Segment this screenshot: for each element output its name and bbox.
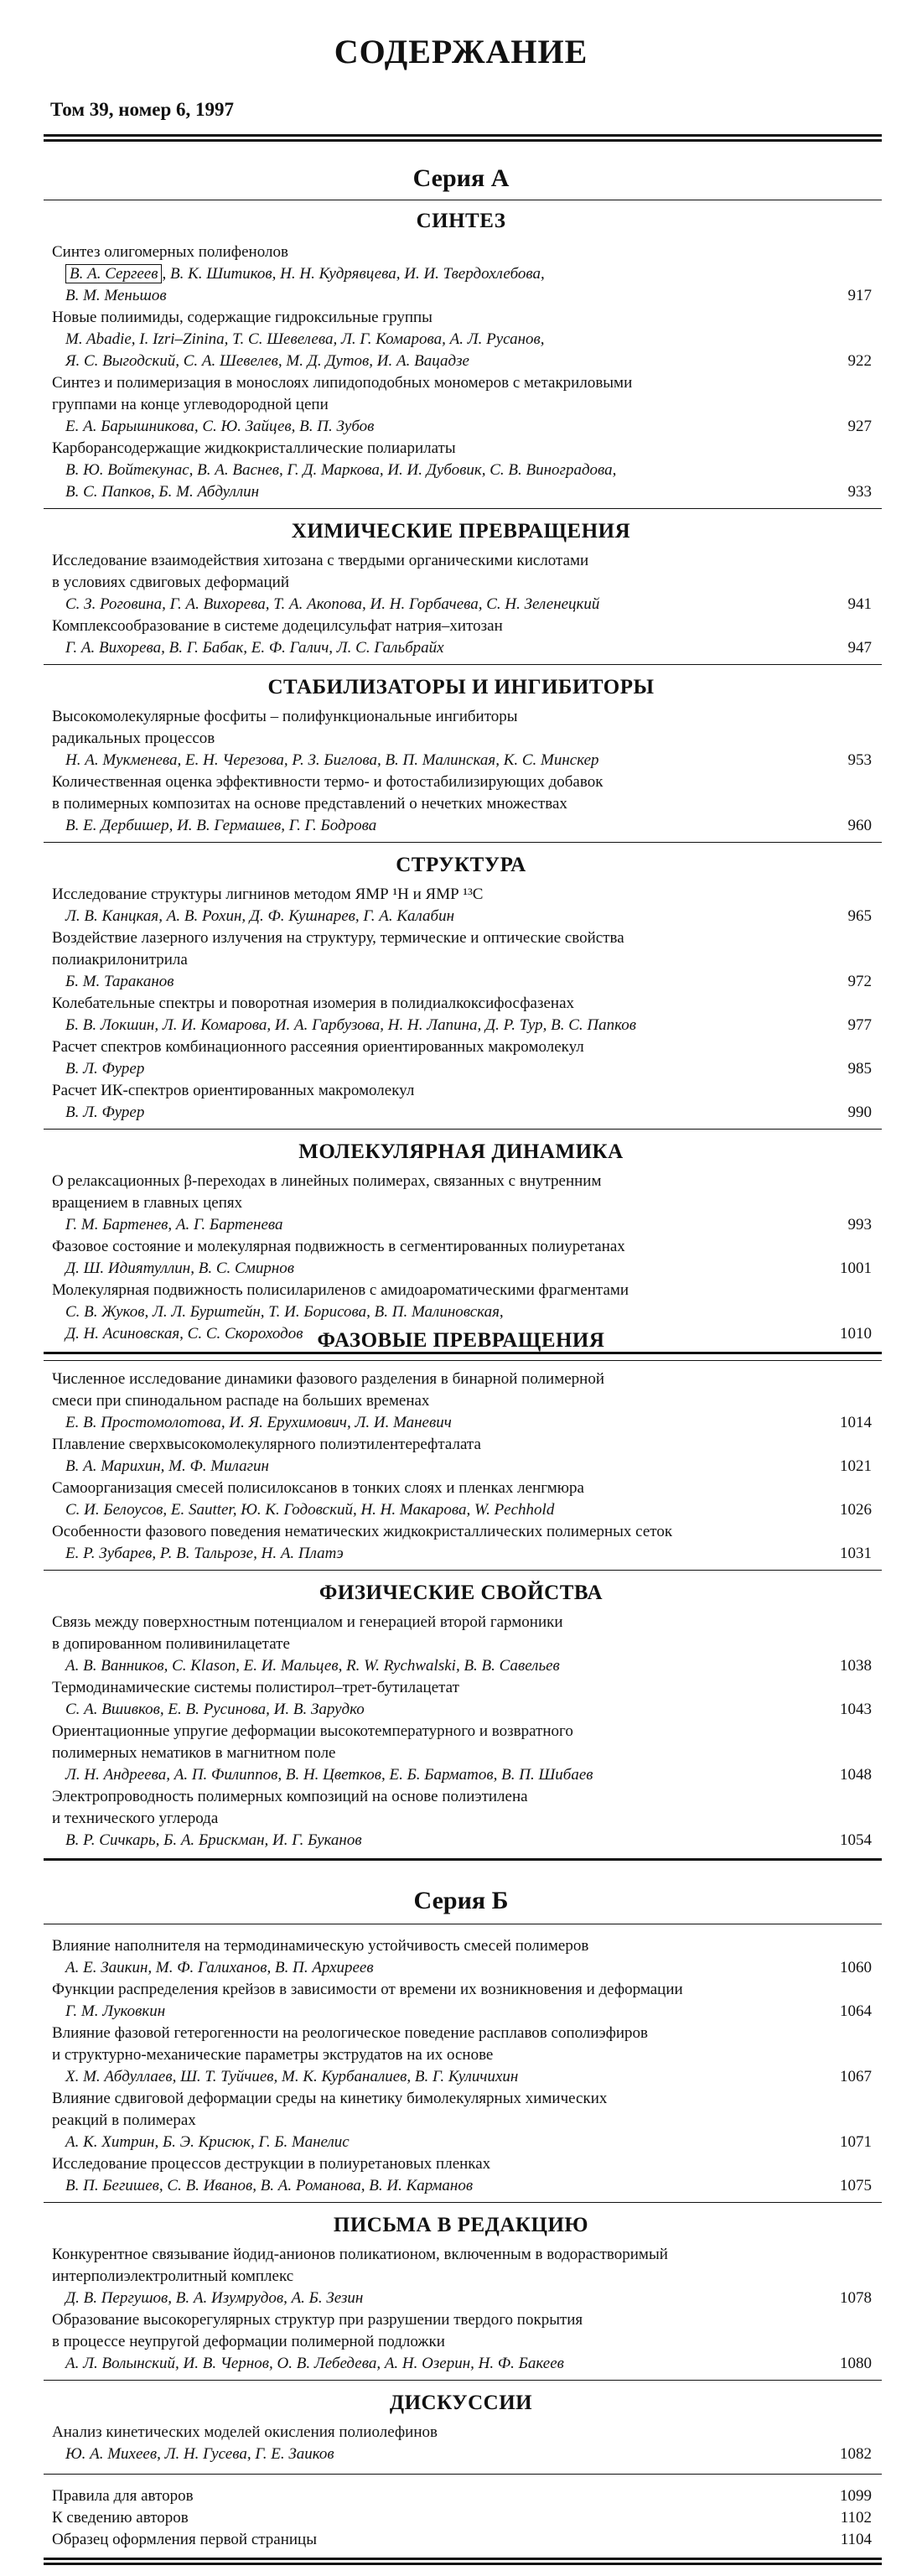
entry-authors	[65, 265, 545, 283]
section-rule	[44, 2474, 882, 2475]
bottom-rule-2	[44, 2563, 882, 2565]
entry-authors: В. Ю. Войтекунас, В. А. Васнев, Г. Д. Маркова, И. И. Дубовик, С. В. Виноградова,	[65, 461, 617, 479]
entry-authors: Д. Ш. Идиятуллин, В. С. Смирнов	[65, 1259, 294, 1277]
entry-title: в процессе неупругой деформации полимерной подложки	[52, 2333, 445, 2350]
page-number: 1038	[840, 1657, 872, 1675]
page-number: 1054	[840, 1831, 872, 1849]
section-synthesis: СИНТЕЗ	[416, 210, 506, 232]
section-rule	[44, 1570, 882, 1571]
entry-authors: В. А. Марихин, М. Ф. Милагин	[65, 1457, 269, 1475]
entry-title: Исследование процессов деструкции в полиуретановых пленках	[52, 2155, 491, 2173]
entry-authors: В. Л. Фурер	[65, 1060, 145, 1078]
page-number: 1102	[840, 2509, 872, 2527]
entry-authors: В. С. Папков, Б. М. Абдуллин	[65, 483, 260, 501]
entry-title: Комплексообразование в системе додецилсульфат натрия–хитозан	[52, 617, 503, 635]
page-number: 1010	[840, 1325, 872, 1343]
entry-authors: С. В. Жуков, Л. Л. Бурштейн, Т. И. Борисова, В. П. Малиновская,	[65, 1303, 504, 1321]
entry-title: полиакрилонитрила	[52, 951, 188, 969]
entry-title: смеси при спинодальном распаде на больших временах	[52, 1392, 430, 1410]
entry-title: Исследование взаимодействия хитозана с твердыми органическими кислотами	[52, 552, 589, 569]
entry-authors: Л. Н. Андреева, А. П. Филиппов, В. Н. Цветков, Е. Б. Барматов, В. П. Шибаев	[65, 1766, 593, 1784]
entry-title: Высокомолекулярные фосфиты – полифункциональные ингибиторы	[52, 708, 518, 725]
page-number: 990	[847, 1104, 872, 1121]
section-rule	[44, 1360, 882, 1361]
entry-title: Влияние фазовой гетерогенности на реологическое поведение расплавов сополиэфиров	[52, 2024, 649, 2042]
entry-title: полимерных нематиков в магнитном поле	[52, 1744, 336, 1762]
entry-title: интерполиэлектролитный комплекс	[52, 2267, 294, 2285]
entry-title: Влияние наполнителя на термодинамическую устойчивость смесей полимеров	[52, 1937, 589, 1955]
section-stab: СТАБИЛИЗАТОРЫ И ИНГИБИТОРЫ	[267, 676, 655, 699]
page-number: 1104	[840, 2531, 872, 2548]
entry-title: Молекулярная подвижность полисилариленов с амидоароматическими фрагментами	[52, 1281, 629, 1299]
entry-authors: Д. В. Пергушов, В. А. Изумрудов, А. Б. Зезин	[65, 2289, 364, 2307]
entry-title: Образование высокорегулярных структур при разрушении твердого покрытия	[52, 2311, 583, 2329]
entry-authors: В. П. Бегишев, С. В. Иванов, В. А. Романова, В. И. Карманов	[65, 2177, 474, 2194]
series-end-rule	[44, 1858, 882, 1861]
page-number: 1031	[840, 1545, 872, 1562]
page-number: 1043	[840, 1701, 872, 1718]
page-number: 927	[847, 418, 872, 435]
entry-authors: А. Е. Заикин, М. Ф. Галиханов, В. П. Архиреев	[65, 1959, 374, 1976]
page-number: 922	[847, 352, 872, 370]
entry-title: Синтез олигомерных полифенолов	[52, 243, 288, 261]
entry-authors: Г. М. Луковкин	[65, 2002, 166, 2020]
entry-title: Ориентационные упругие деформации высокотемпературного и возвратного	[52, 1722, 573, 1740]
entry-title: Конкурентное связывание йодид-анионов поликатионом, включенным в водорастворимый	[52, 2246, 668, 2263]
entry-authors: А. К. Хитрин, Б. Э. Крисюк, Г. Б. Манелис	[65, 2133, 350, 2151]
entry-title: вращением в главных цепях	[52, 1194, 243, 1212]
entry-title: Функции распределения крейзов в зависимости от времени их возникновения и деформации	[52, 1981, 683, 1998]
entry-title: Анализ кинетических моделей окисления полиолефинов	[52, 2423, 438, 2441]
entry-authors: Ю. А. Михеев, Л. Н. Гусева, Г. Е. Заиков	[65, 2445, 334, 2463]
entry-authors: В. Р. Сичкарь, Б. А. Брискман, И. Г. Буканов	[65, 1831, 362, 1849]
page-number: 1021	[840, 1457, 872, 1475]
deceased-author-box: В. А. Сергеев	[65, 264, 162, 283]
entry-authors: Х. М. Абдуллаев, Ш. Т. Туйчиев, М. К. Курбаналиев, В. Г. Куличихин	[65, 2068, 519, 2085]
page-number: 977	[847, 1016, 872, 1034]
page-number: 972	[847, 973, 872, 990]
entry-authors: Г. А. Вихорева, В. Г. Бабак, Е. Ф. Галич, Л. С. Гальбрайх	[65, 639, 444, 657]
entry-authors-rest: , В. К. Шитиков, Н. Н. Кудрявцева, И. И. Твердохлебова,	[162, 265, 545, 283]
entry-authors: С. И. Белоусов, E. Sautter, Ю. К. Годовский, Н. Н. Макарова, W. Pechhold	[65, 1501, 555, 1519]
page-title: СОДЕРЖАНИЕ	[334, 33, 588, 70]
entry-title: реакций в полимерах	[52, 2111, 196, 2129]
section-rule	[44, 508, 882, 509]
page-number: 941	[847, 595, 872, 613]
entry-title: Расчет ИК-спектров ориентированных макромолекул	[52, 1082, 415, 1099]
entry-authors: Б. В. Локшин, Л. И. Комарова, И. А. Гарбузова, Н. Н. Лапина, Д. Р. Тур, В. С. Папков	[65, 1016, 637, 1034]
entry-title: и структурно-механические параметры экструдатов на их основе	[52, 2046, 494, 2064]
top-rule-2	[44, 139, 882, 142]
page-number: 1001	[840, 1259, 872, 1277]
page-number: 1067	[840, 2068, 872, 2085]
page-number: 947	[847, 639, 872, 657]
entry-title: Термодинамические системы полистирол–трет-бутилацетат	[52, 1679, 459, 1696]
page-number: 985	[847, 1060, 872, 1078]
page-number: 933	[847, 483, 872, 501]
section-rule	[44, 842, 882, 843]
page-number: 1060	[840, 1959, 872, 1976]
appendix-item: Образец оформления первой страницы	[52, 2531, 317, 2548]
entry-title: Новые полиимиды, содержащие гидроксильные группы	[52, 309, 433, 326]
entry-title: Колебательные спектры и поворотная изомерия в полидиалкоксифосфазенах	[52, 995, 575, 1012]
page-number: 965	[847, 907, 872, 925]
page-number: 1014	[840, 1414, 872, 1431]
section-rule	[44, 2380, 882, 2381]
entry-authors: С. А. Вшивков, Е. В. Русинова, И. В. Зарудко	[65, 1701, 365, 1718]
entry-title: Влияние сдвиговой деформации среды на кинетику бимолекулярных химических	[52, 2090, 608, 2107]
entry-authors: А. Л. Волынский, И. В. Чернов, О. В. Лебедева, А. Н. Озерин, Н. Ф. Бакеев	[65, 2355, 564, 2372]
entry-title: Количественная оценка эффективности термо- и фотостабилизирующих добавок	[52, 773, 603, 791]
entry-authors: В. Л. Фурер	[65, 1104, 145, 1121]
section-struct: СТРУКТУРА	[396, 854, 526, 876]
entry-title: Карборансодержащие жидкокристаллические полиарилаты	[52, 439, 456, 457]
page-number: 917	[847, 287, 872, 304]
entry-title: в условиях сдвиговых деформаций	[52, 574, 289, 591]
section-rule	[44, 664, 882, 665]
entry-title: Электропроводность полимерных композиций на основе полиэтилена	[52, 1788, 528, 1805]
entry-authors: Е. В. Простомолотова, И. Я. Ерухимович, Л. И. Маневич	[65, 1414, 452, 1431]
page-number: 960	[847, 817, 872, 834]
entry-title: Воздействие лазерного излучения на структуру, термические и оптические свойства	[52, 929, 624, 947]
section-rule	[44, 2202, 882, 2203]
series-b-heading: Серия Б	[413, 1887, 509, 1914]
page-number: 1071	[840, 2133, 872, 2151]
entry-title: О релаксационных β-переходах в линейных полимерах, связанных с внутренним	[52, 1172, 602, 1190]
page-number: 1078	[840, 2289, 872, 2307]
entry-authors: Г. М. Бартенев, А. Г. Бартенева	[65, 1216, 283, 1233]
entry-title: Плавление сверхвысокомолекулярного полиэтилентерефталата	[52, 1436, 481, 1453]
page-number: 1080	[840, 2355, 872, 2372]
section-moldyn: МОЛЕКУЛЯРНАЯ ДИНАМИКА	[298, 1140, 624, 1163]
page-number: 993	[847, 1216, 872, 1233]
section-rule	[44, 1129, 882, 1130]
entry-authors: Б. М. Тараканов	[65, 973, 174, 990]
section-letters: ПИСЬМА В РЕДАКЦИЮ	[333, 2214, 589, 2236]
page-number: 1082	[840, 2445, 872, 2463]
entry-title: Исследование структуры лигнинов методом ЯМР ¹H и ЯМР ¹³C	[52, 886, 484, 903]
series-a-heading: Серия А	[412, 164, 510, 192]
entry-title: группами на конце углеводородной цепи	[52, 396, 329, 413]
page-number: 953	[847, 751, 872, 769]
entry-authors: Е. А. Барышникова, С. Ю. Зайцев, В. П. Зубов	[65, 418, 375, 435]
bottom-rule	[44, 2558, 882, 2560]
entry-authors: Д. Н. Асиновская, С. С. Скороходов	[65, 1325, 303, 1343]
appendix-item: Правила для авторов	[52, 2487, 194, 2505]
entry-title: Фазовое состояние и молекулярная подвижность в сегментированных полиуретанах	[52, 1238, 625, 1255]
entry-title: Самоорганизация смесей полисилоксанов в тонких слоях и пленках ленгмюра	[52, 1479, 584, 1497]
entry-authors: Я. С. Выгодский, С. А. Шевелев, М. Д. Дутов, И. А. Вацадзе	[65, 352, 469, 370]
appendix-item: К сведению авторов	[52, 2509, 189, 2527]
entry-title: в полимерных композитах на основе представлений о нечетких множествах	[52, 795, 567, 813]
entry-authors: А. В. Ванников, C. Klason, Е. И. Мальцев, R. W. Rychwalski, В. В. Савельев	[65, 1657, 560, 1675]
entry-authors: С. З. Роговина, Г. А. Вихорева, Т. А. Акопова, И. Н. Горбачева, С. Н. Зеленецкий	[65, 595, 600, 613]
entry-title: радикальных процессов	[52, 730, 215, 747]
top-rule	[44, 134, 882, 137]
entry-authors: Е. Р. Зубарев, Р. В. Тальрозе, Н. А. Платэ	[65, 1545, 344, 1562]
page-number: 1099	[840, 2487, 872, 2505]
entry-authors: M. Abadie, I. Izri–Zinina, Т. С. Шевелева, Л. Г. Комарова, А. Л. Русанов,	[65, 330, 545, 348]
section-phys: ФИЗИЧЕСКИЕ СВОЙСТВА	[319, 1581, 603, 1604]
page-number: 1026	[840, 1501, 872, 1519]
section-chem: ХИМИЧЕСКИЕ ПРЕВРАЩЕНИЯ	[291, 520, 631, 543]
entry-title: в допированном поливинилацетате	[52, 1635, 290, 1653]
entry-title: Связь между поверхностным потенциалом и генерацией второй гармоники	[52, 1613, 563, 1631]
entry-title: Численное исследование динамики фазового разделения в бинарной полимерной	[52, 1370, 605, 1388]
page-number: 1048	[840, 1766, 872, 1784]
entry-authors: Л. В. Канцкая, А. В. Рохин, Д. Ф. Кушнарев, Г. А. Калабин	[65, 907, 455, 925]
entry-title: Синтез и полимеризация в монослоях липидоподобных мономеров с метакриловыми	[52, 374, 633, 392]
entry-title: Особенности фазового поведения нематических жидкокристаллических полимерных сеток	[52, 1523, 673, 1540]
page-number: 1064	[840, 2002, 872, 2020]
entry-authors: В. М. Меньшов	[65, 287, 167, 304]
entry-title: и технического углерода	[52, 1810, 219, 1827]
section-disc: ДИСКУССИИ	[389, 2392, 533, 2414]
entry-authors: Н. А. Мукменева, Е. Н. Черезова, Р. З. Биглова, В. П. Малинская, К. С. Минскер	[65, 751, 599, 769]
entry-authors: В. Е. Дербишер, И. В. Гермашев, Г. Г. Бодрова	[65, 817, 377, 834]
entry-title: Расчет спектров комбинационного рассеяния ориентированных макромолекул	[52, 1038, 584, 1056]
section-phase: ФАЗОВЫЕ ПРЕВРАЩЕНИЯ	[317, 1329, 605, 1352]
issue-info: Том 39, номер 6, 1997	[50, 99, 235, 120]
page-number: 1075	[840, 2177, 872, 2194]
